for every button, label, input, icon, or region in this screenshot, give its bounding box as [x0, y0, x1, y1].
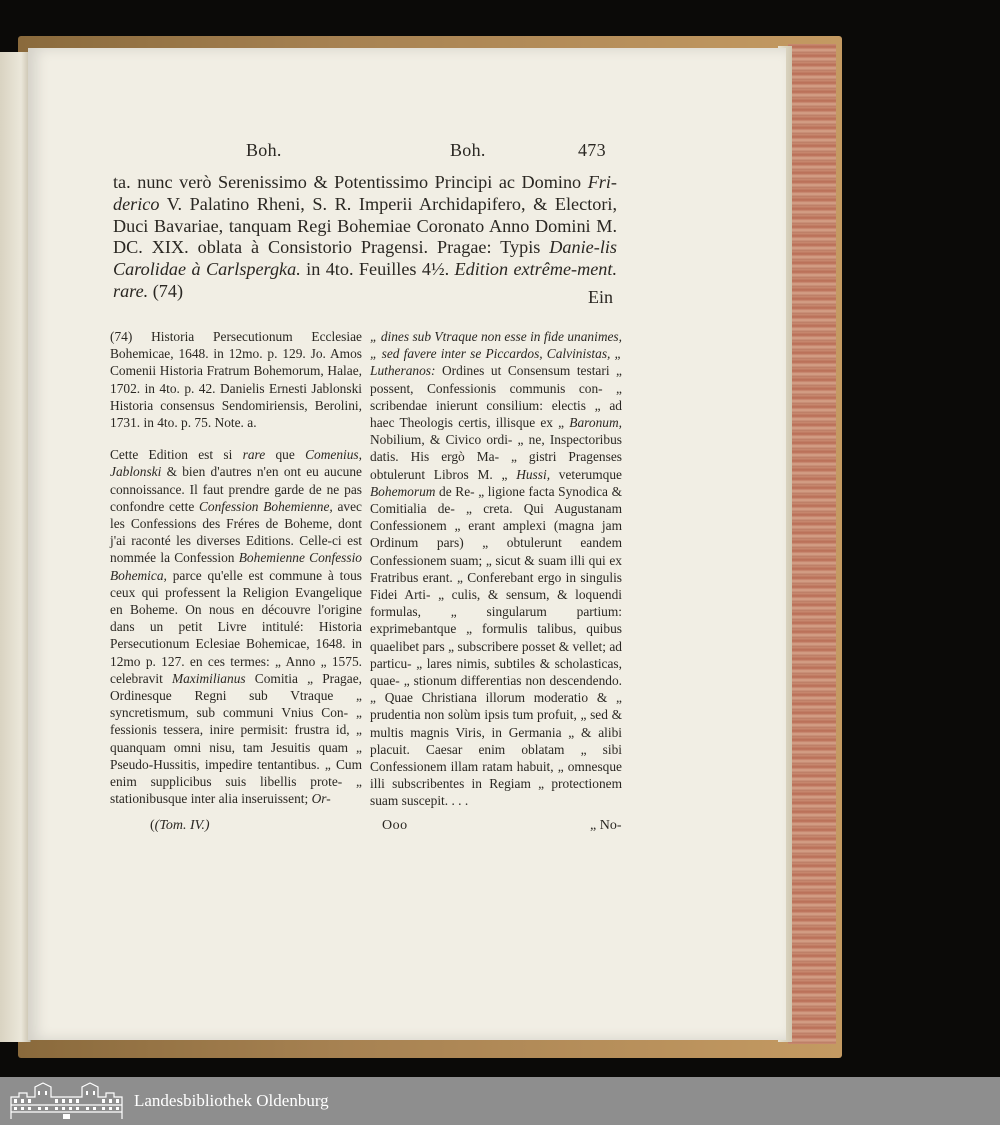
footnote-74: (74) Historia Persecutionum Ecclesiae Bohemicae, 1648. in 12mo. p. 129. Jo. Amos Comenii Historia Fratrum Bohemorum, Halae, 1702. in 4to. p. 42. Danielis Ernesti Jablonski Historia consensus Sendomiriensis, Berolini, 1731. in 4to. p. 75. Note. a.	[110, 329, 362, 431]
commentary-text: parce qu'elle est commune à tous ceux qui professent la Religion Evangelique en Boheme. On nous en découvre l'origine dans un petit Livre intitulé: Historia Persecutionum Eclesiae Bohemicae, 1648. in 12mo p. 127. en ces termes: „ Anno „ 1575. celebravit	[110, 567, 362, 686]
entry-text: ta. nunc verò Serenissimo & Potentissimo Principi ac Domino	[113, 172, 588, 192]
library-building-icon	[9, 1081, 124, 1121]
main-entry-text	[113, 172, 617, 303]
catchword-top: Ein	[588, 287, 613, 307]
library-banner	[0, 1077, 1000, 1125]
volume-label: (Tom. IV.)	[154, 818, 210, 833]
commentary-text: Cette Edition est si	[110, 447, 243, 463]
quotation-italic: „ dines sub Vtraque non esse in fide unanimes, „ sed favere inter se Piccardos, Calvinistas, „ Lutheranos:	[370, 329, 622, 379]
running-head-center: Boh.	[450, 140, 486, 160]
entry-text: Duci Bavariae, tanquam Regi Bohemiae Coronato Anno Domini	[113, 215, 591, 236]
commentary-paragraph	[110, 446, 362, 807]
commentary-text: Comitia „ Pragae, Ordinesque Regni sub Vtraque „ syncretismum, sub communi Vnius Con- „ fessionis tessera, inire permisit: frustra id, „ quanquam omni nisu, tam Jesuitis quam „ Pseudo-Hussitis, impedire tentantibus. „ Cum enim supplicibus suis libellis prote- „ stationibusque inter alia inseruissent;	[110, 670, 362, 807]
signature-mark: Ooo	[382, 818, 408, 833]
quotation-paragraph	[370, 328, 622, 810]
entry-text-italic: Fri-	[587, 172, 617, 192]
commentary-text: que	[265, 447, 306, 463]
quotation-text: de Re- „ ligione facta Synodica & Comitialia de- „ creta. Qui Augustanam Confessionem „ erant amplexi (magna jam Ordinum pars) „ obtulerunt eandem Confessionem suam; „ sicut & suam illi qui ex Fratribus erant. „ Conferebant ergo in singulis Fidei Arti- „ culis, & sensum, & loquendi formulas, „ singularum partium: exprimebantque „ formulis talibus, quibus quaelibet pars „ subscribere posset & vellet; ad particu- „ lares nimis, subtiles & scholasticas, quae- „ stionum differentias non descendendo. „ Quae Christiana illorum moderatio & „ prudentia non solùm ipsis tum profuit, „ sed & multis magnis Viris, in Germania „ & alibi placuit. Caesar enim oblatam „ sibi Confessionem illam ratam habuit, „ omnesque illi subscribentes in Regiam „ protectionem suam suscepit. . . .	[370, 483, 622, 809]
quotation-italic: Bohemorum	[370, 483, 436, 499]
quotation-italic: Hussi,	[516, 466, 551, 482]
entry-text-italic: Danie-	[549, 237, 600, 258]
commentary-italic: Comenius, Jablonski	[110, 447, 362, 480]
library-name: Landesbibliothek Oldenburg	[134, 1091, 329, 1110]
left-column	[110, 328, 362, 807]
entry-text: V. Palatino Rheni, S. R. Imperii Archidapifero, & Electori,	[159, 193, 617, 214]
page-block-edge	[788, 44, 836, 1044]
commentary-italic: Confession Bohemienne,	[198, 498, 333, 514]
commentary-italic: rare	[242, 447, 266, 463]
catchword-bottom: „ No-	[590, 818, 622, 833]
quotation-italic: Baronum,	[569, 415, 622, 431]
right-column	[370, 328, 622, 810]
entry-text-italic: ment. rare.	[113, 259, 617, 301]
entry-text: (74)	[148, 280, 184, 301]
entry-text-italic: lis Carolidae à Carlspergka.	[113, 237, 617, 280]
entry-text: in 4to. Feuilles 4½.	[300, 259, 455, 280]
quotation-text: Ordines ut Consensum testari „ possent, Confessionis communis con- „ scribendae inierunt consilium: electis „ ad haec Theologis certis, illisque ex „	[370, 363, 622, 431]
quotation-text: veterumque	[550, 466, 622, 482]
volume-marker: ((Tom. IV.)	[150, 818, 210, 833]
page-number: 473	[578, 140, 606, 160]
commentary-text: avec les Confessions des Fréres de Boheme, dont j'ai raconté les diverses Editions. Celle-ci est nommée la Confession	[110, 498, 362, 566]
entry-text: M. DC. XIX. oblata à Consistorio Pragensi. Pragae: Typis	[113, 215, 617, 258]
commentary-text: & bien d'autres n'en ont eu aucune connoissance. Il faut prendre garde de ne pas confondre cette	[110, 464, 362, 514]
running-head-left: Boh.	[246, 140, 282, 160]
previous-page-edge	[0, 52, 31, 1042]
commentary-italic: Bohemienne Confessio Bohemica,	[110, 550, 362, 583]
entry-text-italic: derico	[113, 193, 160, 214]
commentary-italic: Or-	[311, 791, 331, 807]
quotation-text: Nobilium, & Civico ordi- „ ne, Inspectoribus datis. His ergò Ma- „ gistri Pragenses obtulerunt Libros M. „	[370, 432, 622, 482]
entry-text-italic: Edition extrême-	[454, 259, 578, 280]
commentary-italic: Maximilianus	[171, 670, 246, 686]
book-page	[28, 48, 786, 1040]
